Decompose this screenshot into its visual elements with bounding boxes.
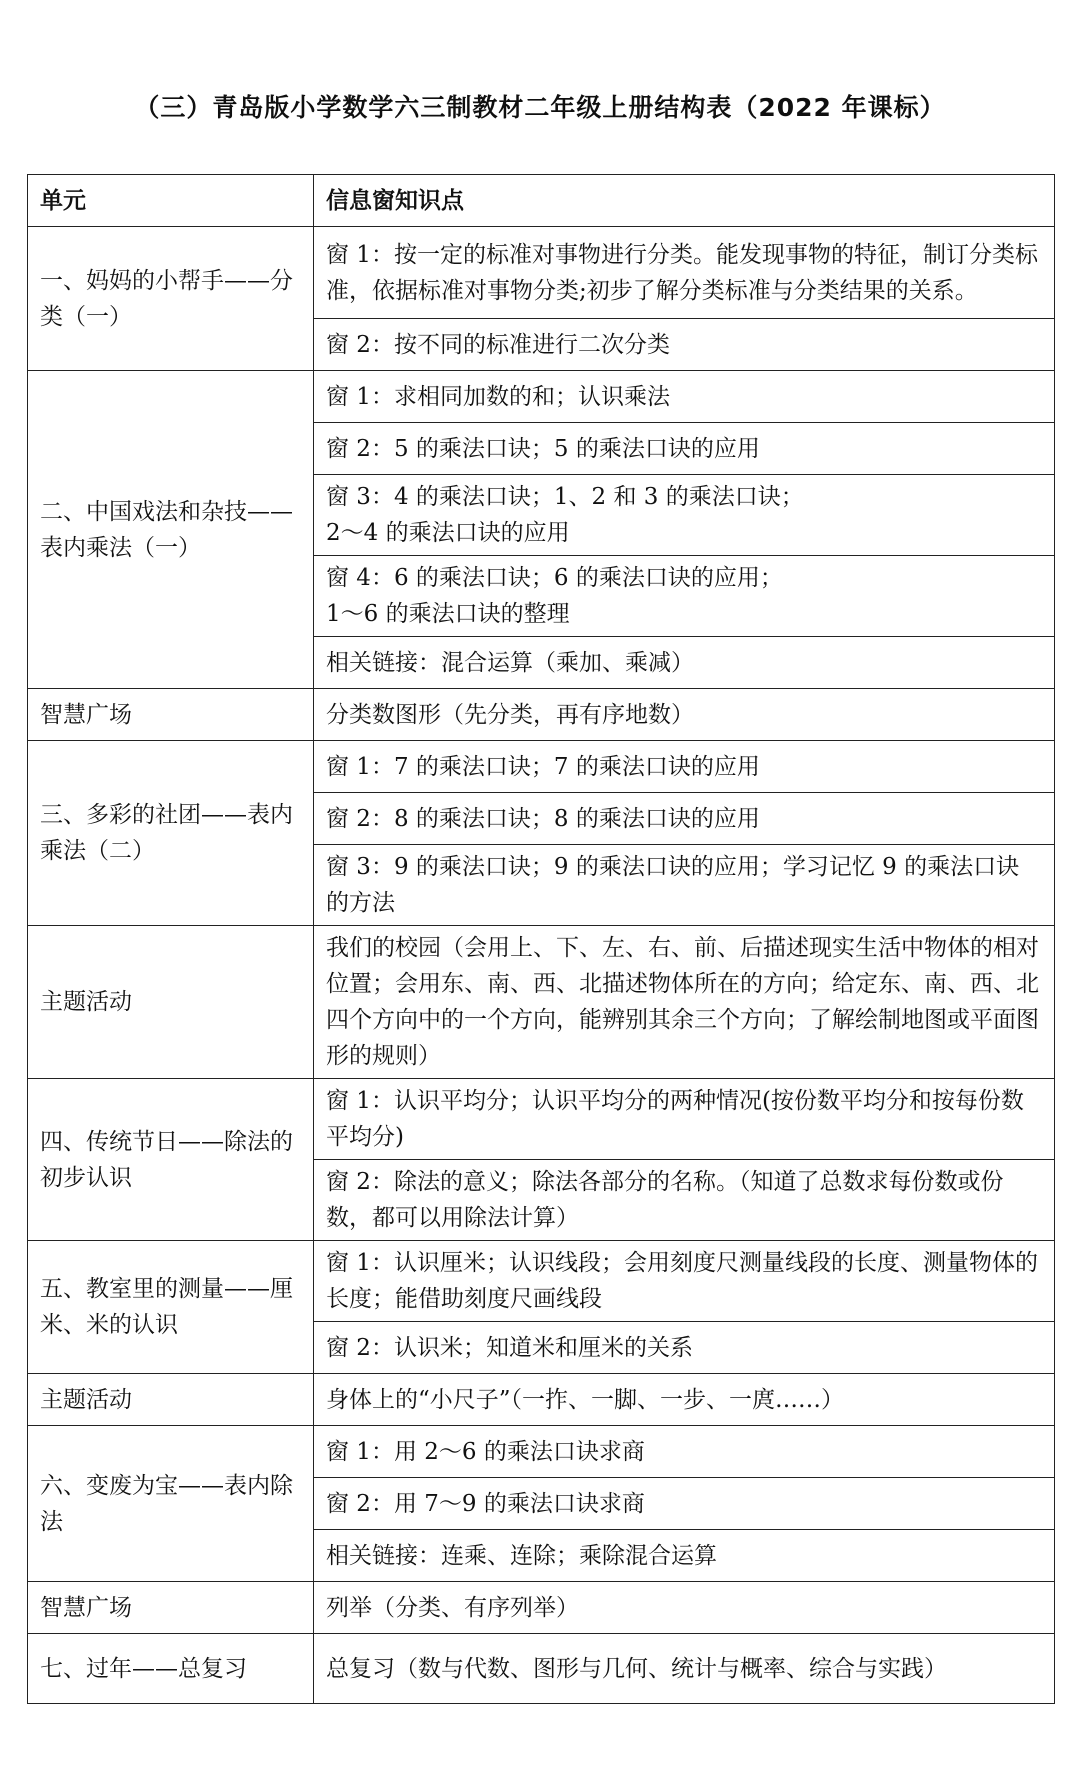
header-unit: 单元 [28,175,314,227]
unit-cell: 主题活动 [28,926,314,1079]
page-title: （三）青岛版小学数学六三制教材二年级上册结构表（2022 年课标） [134,93,946,122]
knowledge-cell: 我们的校园（会用上、下、左、右、前、后描述现实生活中物体的相对位置；会用东、南、西、北描述物体所在的方向；给定东、南、西、北四个方向中的一个方向，能辨别其余三个方向；了解绘制地图或平面图形的规则） [314,926,1055,1079]
knowledge-cell: 窗 2：5 的乘法口诀；5 的乘法口诀的应用 [314,423,1055,475]
table-row [28,227,1055,319]
knowledge-cell: 身体上的“小尺子”（一拃、一脚、一步、一庹……） [314,1374,1055,1426]
knowledge-cell: 窗 1：用 2～6 的乘法口诀求商 [314,1426,1055,1478]
knowledge-cell: 分类数图形（先分类，再有序地数） [314,689,1055,741]
knowledge-cell: 窗 3：9 的乘法口诀；9 的乘法口诀的应用；学习记忆 9 的乘法口诀的方法 [314,845,1055,926]
unit-cell: 二、中国戏法和杂技——表内乘法（一） [28,371,314,689]
knowledge-cell: 窗 1：按一定的标准对事物进行分类。能发现事物的特征，制订分类标准，依据标准对事物分类;初步了解分类标准与分类结果的关系。 [314,227,1055,319]
table-row [28,1241,1055,1322]
table-body [28,227,1055,1704]
unit-cell: 一、妈妈的小帮手——分类（一） [28,227,314,371]
table-row [28,1582,1055,1634]
knowledge-cell: 窗 3：4 的乘法口诀；1、2 和 3 的乘法口诀； 2～4 的乘法口诀的应用 [314,475,1055,556]
knowledge-cell: 窗 2：认识米；知道米和厘米的关系 [314,1322,1055,1374]
table-header-row [28,175,1055,227]
knowledge-cell: 列举（分类、有序列举） [314,1582,1055,1634]
unit-cell: 四、传统节日——除法的初步认识 [28,1079,314,1241]
knowledge-cell: 相关链接：混合运算（乘加、乘减） [314,637,1055,689]
knowledge-cell: 相关链接：连乘、连除；乘除混合运算 [314,1530,1055,1582]
knowledge-cell: 窗 1：认识厘米；认识线段；会用刻度尺测量线段的长度、测量物体的长度；能借助刻度尺画线段 [314,1241,1055,1322]
table-row [28,1426,1055,1478]
knowledge-cell: 总复习（数与代数、图形与几何、统计与概率、综合与实践） [314,1634,1055,1704]
unit-cell: 三、多彩的社团——表内乘法（二） [28,741,314,926]
structure-table [27,174,1055,1704]
knowledge-cell: 窗 2：按不同的标准进行二次分类 [314,319,1055,371]
unit-cell: 六、变废为宝——表内除法 [28,1426,314,1582]
table-row [28,1079,1055,1160]
header-knowledge: 信息窗知识点 [314,175,1055,227]
unit-cell: 智慧广场 [28,1582,314,1634]
unit-cell: 主题活动 [28,1374,314,1426]
knowledge-cell: 窗 2：用 7～9 的乘法口诀求商 [314,1478,1055,1530]
table-row [28,741,1055,793]
unit-cell: 七、过年——总复习 [28,1634,314,1704]
knowledge-cell: 窗 1：求相同加数的和；认识乘法 [314,371,1055,423]
table-row [28,926,1055,1079]
knowledge-cell: 窗 2：除法的意义；除法各部分的名称。（知道了总数求每份数或份数，都可以用除法计算） [314,1160,1055,1241]
knowledge-cell: 窗 1：认识平均分；认识平均分的两种情况(按份数平均分和按每份数平均分) [314,1079,1055,1160]
table-row [28,1634,1055,1704]
knowledge-cell: 窗 1：7 的乘法口诀；7 的乘法口诀的应用 [314,741,1055,793]
knowledge-cell: 窗 2：8 的乘法口诀；8 的乘法口诀的应用 [314,793,1055,845]
knowledge-cell: 窗 4：6 的乘法口诀；6 的乘法口诀的应用； 1～6 的乘法口诀的整理 [314,556,1055,637]
table-row [28,689,1055,741]
unit-cell: 智慧广场 [28,689,314,741]
table-row [28,1374,1055,1426]
unit-cell: 五、教室里的测量——厘米、米的认识 [28,1241,314,1374]
table-row [28,371,1055,423]
